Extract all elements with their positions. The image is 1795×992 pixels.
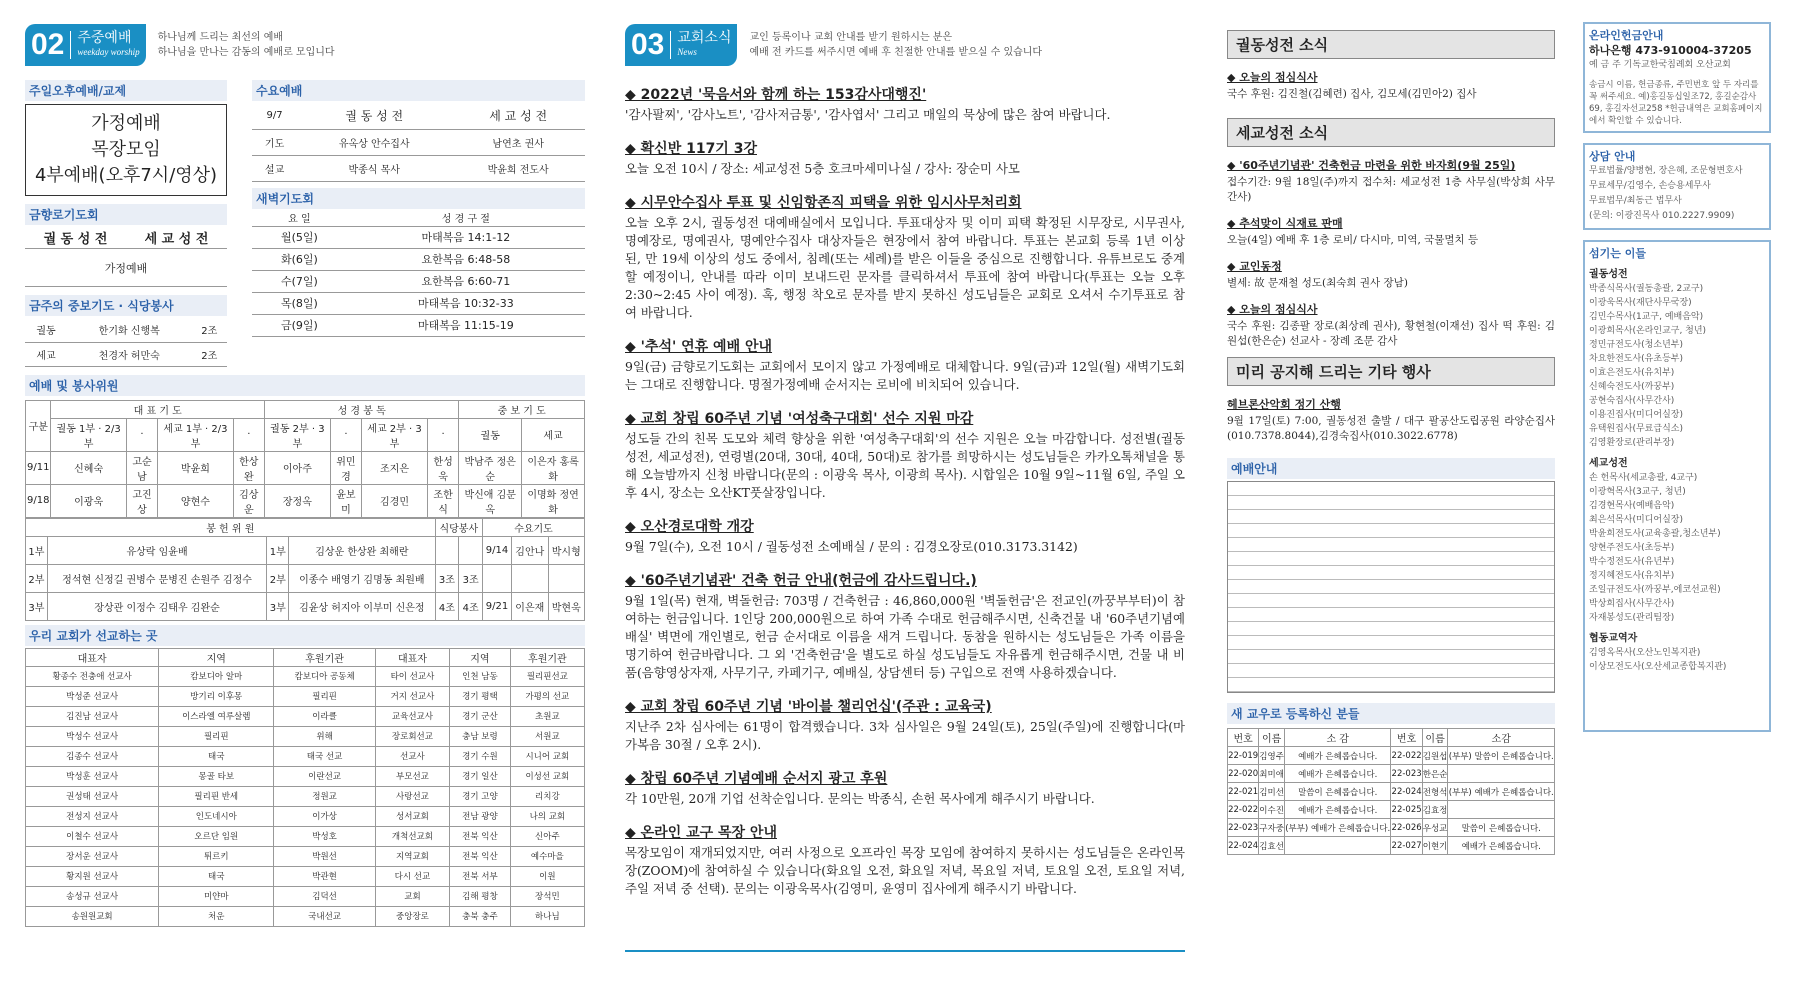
staff-entry: 김영옥목사(오산노인복지관) xyxy=(1589,648,1701,658)
box-2-items xyxy=(1227,157,1555,349)
page-header xyxy=(25,20,585,70)
table-row: 박성수 선교사 필리핀 위해 장로회선교 충남 보령 서원교 xyxy=(26,726,585,746)
news-item: ◆ '추석' 연휴 예배 안내 9일(금) 금향로기도회는 교회에서 모이지 않고 가정예배로 대체합니다. 9일(금)과 12일(월) 새벽기도회는 그대로 진행합니다. 명절가정예배 순서지는 로비에 비치되어 있습니다. xyxy=(625,339,1185,392)
staff-box: 섬기는 이들 궐동성전 박종식목사(궐동총괄, 2교구) 이광욱목사(재단사무국장) 김민수목사(1교구, 예배음악) 이광희목사(온라인교구, 청년) 정민규전도사(청소년부) 차요한전도사(유초등부) 이효은전도사(유치부) 신혜숙전도사(까꿍부) 공현숙집사(사무간사) 이용진집사(미디어실장) 유택원집사(무료급식소) 김영환장로(관리부장) 세교성전 손 헌목사(세교총괄, 4교구) 이광혁목사(3교구, 청년) 김경현목사(예배음악) 최은석목사(미디어실장) 박윤희전도사(교육총괄,청소년부) 양현주전도사(초등부) 박수정전도사(유년부) 정지혜전도사(유치부) 조일규전도사(까꿍부,에코선교원) 박상희집사(사무간사) 자재봉성도(관리팀장) 협동교역자 김영옥목사(오산노인복지관) 이상모전도사(오산세교종합복지관) xyxy=(1583,240,1771,732)
staff-entry: 공현숙집사(사무간사) xyxy=(1589,396,1675,406)
worship-guide-table xyxy=(1227,481,1555,693)
staff-entry: 김경현목사(예배음악) xyxy=(1589,501,1675,511)
page-02 xyxy=(25,0,585,992)
news-item: ◆ 확신반 117기 3강 오늘 오전 10시 / 장소: 세교성전 5층 호크마세미나실 / 강사: 장순미 사모 xyxy=(625,141,1020,176)
news-item: ◆ 온라인 교구 목장 안내 목장모임이 재개되었지만, 여러 사정으로 오프라인 목장 모임에 참여하지 못하시는 성도님들은 온라인목장(ZOOM)에 참여하실 수 있습니다(화요일 오전, 화요일 저녁, 목요일 저녁, 토요일 오전, 토요일 저녁, 주일 저녁 중 선택). 문의는 이광욱목사(김영미, 윤영미 집사에게 해주시기 바랍니다. xyxy=(625,825,1185,896)
table-row: 박성준 선교사 방기리 이후몽 필리핀 거지 선교사 경기 평택 가평의 선교 xyxy=(26,686,585,706)
dawn-prayer-table: 요 일 성 경 구 절 월(5일) 마태복음 14:1-12 화(6일) 요한복음 6:48-58 수(7일) 요한복음 6:60-71 목(8일) 마태복음 10:32-33 금(9일) 마태복음 11:15-19 xyxy=(252,209,585,337)
table-row: 22-022 이수진 예배가 은혜롭습니다. 22-025 김효정 xyxy=(1228,801,1555,819)
section-title: 새벽기도회 xyxy=(252,188,585,209)
news-item: ◆ 교회 창립 60주년 기념 '바이블 챌리언십'(주관 : 교육국) 지난주 2차 심사에는 61명이 합격했습니다. 3차 심사일은 9월 24일(토), 25일(주일)에 진행합니다(마가복음 30절 / 오후 2시). xyxy=(625,699,1185,752)
page-header xyxy=(625,20,1185,70)
subtitle-2: 하나님을 만나는 감동의 예배로 모입니다 xyxy=(157,47,335,58)
staff-entry: 이상모전도사(오산세교종합복지관) xyxy=(1589,662,1727,672)
staff-entry: 이광혁목사(3교구, 청년) xyxy=(1589,487,1686,497)
table-row: 박성훈 선교사 몽골 타보 이란선교 부모선교 경기 일산 이성선 교회 xyxy=(26,766,585,786)
box-heading: 궐동성전 소식 xyxy=(1227,30,1555,59)
page-number-badge: 02 주중예배 weekday worship xyxy=(25,24,146,66)
divider xyxy=(625,950,1185,952)
staff-entry: 이광욱목사(재단사무국장) xyxy=(1589,298,1692,308)
staff-entry: 손 헌목사(세교총괄, 4교구) xyxy=(1589,473,1698,483)
table-row: 김진남 선교사 이스라엘 여루살렘 이라클 교육선교사 경기 군산 초원교 xyxy=(26,706,585,726)
news-item: ◆ 시무안수집사 투표 및 신임항존직 피택을 위한 임시사무처리회 오늘 오후 2시, 궐동성전 대예배실에서 모입니다. 투표대상자 및 이미 피택 확정된 시무장로, 시무권사, 명예장로, 명예권사, 명예안수집사 대상자들은 현장에서 참여 바랍니다. 투표는 본교회 등록 1년 이상 된, 만 19세 이상의 성도 중에서, 침례(또는 세례)를 받은 이들을 중심으로 진행합니다. 유튜브로도 중계할 예정이니, 안내를 따라 이미 보내드린 문자를 클릭하셔서 투표에 참여 바랍니다(투표는 오늘 오후 2:30~2:45 사이 예정). 혹, 행정 착오로 문자를 받지 못하신 성도님들은 교회로 오셔서 수기투표로 참여 바랍니다. xyxy=(625,195,1185,320)
box-1-items xyxy=(1227,69,1555,102)
staff-entry: 정지혜전도사(유치부) xyxy=(1589,571,1675,581)
section-title: 예배안내 xyxy=(1227,458,1555,479)
section-title: 금주의 중보기도 · 식당봉사 xyxy=(25,295,227,316)
subtitle-1: 교인 등록이나 교회 안내를 받기 원하시는 분은 xyxy=(749,32,953,43)
info-sidebar xyxy=(1583,0,1771,992)
table-row: 황지원 선교사 태국 박관현 다시 선교 전북 서부 이원 xyxy=(26,866,585,886)
news-item: ◆ 오산경로대학 개강 9월 7일(수), 오전 10시 / 궐동성전 소예배실 / 문의 : 김경오장로(010.3173.3142) xyxy=(625,519,1078,554)
table-row: 22-019 김영주 예배가 은혜롭습니다. 22-022 김원섭 (부부) 말씀이 은혜롭습니다. xyxy=(1228,747,1555,765)
subtitle-2: 예배 전 카드를 써주시면 예배 후 친절한 안내를 받으실 수 있습니다 xyxy=(749,47,1043,58)
box-heading: 세교성전 소식 xyxy=(1227,118,1555,147)
staff-group-title: 궐동성전 xyxy=(1589,269,1628,280)
staff-entry: 김영환장로(관리부장) xyxy=(1589,438,1675,448)
staff-group-title: 협동교역자 xyxy=(1589,633,1638,644)
staff-entry: 유택원집사(무료급식소) xyxy=(1589,424,1683,434)
staff-entry: 이용진집사(미디어실장) xyxy=(1589,410,1683,420)
table-row: 전성지 선교사 인도네시아 이가상 성서교회 전남 광양 나의 교회 xyxy=(26,806,585,826)
staff-entry: 이효은전도사(유치부) xyxy=(1589,368,1675,378)
section-title: 금향로기도회 xyxy=(25,204,227,225)
section-title: 예배 및 봉사위원 xyxy=(25,375,585,396)
news-item: ◆ 오늘의 점심식사 국수 후원: 김진철(김혜련) 집사, 김모세(김민아2) 집사 xyxy=(1227,71,1477,100)
table-row: 22-024 김효선 22-027 이현기 예배가 은혜롭습니다. xyxy=(1228,837,1555,855)
staff-entry: 박상희집사(사무간사) xyxy=(1589,599,1675,609)
staff-entry: 조일규전도사(까꿍부,에코선교원) xyxy=(1589,585,1721,595)
section-title: 새 교우로 등록하신 분들 xyxy=(1227,703,1555,724)
staff-entry: 박수정전도사(유년부) xyxy=(1589,557,1675,567)
news-item: ◆ 교인동정 별세: 故 문재철 성도(최숙희 권사 장남) xyxy=(1227,260,1408,289)
box-heading: 미리 공지해 드리는 기타 행사 xyxy=(1227,357,1555,386)
new-members-table: 번호 이름 소 감 번호 이름 소감 22-019 김영주 예배가 은혜롭습니다. 22-022 김원섭 (부부) 말씀이 은혜롭습니다. 22-020 최미애 예배가 은혜롭습니다. 22-023 한은순 22-021 김미선 말씀이 은혜롭습니다. 22-024 전형석 (부부) 예배가 은혜롭습니다. 22-022 이수진 예배가 은혜롭습니다. 22-025 김효정 22-023 구자중 (부부) 예배가 은혜롭습니다. 22-026 우성교 말씀이 은혜롭습니다. 22-024 김효선 22-027 이현기 예배가 은혜롭습니다. xyxy=(1227,728,1555,855)
wednesday-table: 9/7 궐 동 성 전 세 교 성 전 기도 유옥상 안수집사 남연초 권사 설교 박종식 목사 박윤희 전도사 xyxy=(252,103,585,182)
service-table: 구분 대 표 기 도 성 경 봉 독 중 보 기 도 궐동 1부 · 2/3부 · 세교 1부 · 2/3부 · 궐동 2부 · 3부 · 세교 2부 · 3부 · 궐동 세교 9/11 신혜숙 고순남 박윤희 한상완 이아주 위민경 조지은 한성욱 박남주 정은순 이은자 홍록화 9/18 이광욱 고진상 양현수 김상운 장정옥 윤보미 김경민 조한식 박신애 김문옥 이명화 정연화 xyxy=(25,400,585,518)
table-row: 22-020 최미애 예배가 은혜롭습니다. 22-023 한은순 xyxy=(1228,765,1555,783)
offering-table: 봉 헌 위 원 식당봉사 수요기도 1부 유상락 임윤배 1부 김상운 한상완 최해란 9/14 김안나 박시형 2부 정석현 신정길 권병수 문병진 손원주 김정수 2부 이종수 배영기 김명동 최원배 3조 3조 3부 장상관 이정수 김태우 김완순 3부 김윤상 허지아 이부미 신은정 4조 4조 9/21 이은재 박현욱 xyxy=(25,518,585,621)
staff-entry: 박종식목사(궐동총괄, 2교구) xyxy=(1589,284,1704,294)
table-row: 황종수 전충애 선교사 캄보디아 알마 캄보디아 공동체 타이 선교사 인천 남동 필리핀선교 xyxy=(26,666,585,686)
friday-table: 궐 동 성 전 세 교 성 전 가정예배 xyxy=(25,227,227,287)
table-row: 송원원교회 처운 국내선교 중앙장로 충북 충주 하나님 xyxy=(26,906,585,926)
news-item: 헤브론산악회 정기 산행 9월 17일(토) 7:00, 궐동성전 출발 / 대구 팔공산도립공원 라양순집사(010.7378.8044),김경숙집사(010.3022.6778) xyxy=(1227,398,1555,442)
news-item: ◆ 2022년 '묵음서와 함께 하는 153감사대행진' '감사팔찌', '감사노트', '감사저금통', '감사엽서' 그리고 매일의 묵상에 많은 참여 바랍니다. xyxy=(625,87,1111,122)
page-03 xyxy=(625,0,1185,992)
section-title: 수요예배 xyxy=(252,80,585,101)
staff-entry: 자재봉성도(관리팀장) xyxy=(1589,613,1675,623)
section-title: 우리 교회가 선교하는 곳 xyxy=(25,625,585,646)
mission-table: 대표자 지역 후원기관 대표자 지역 후원기관 황종수 전충애 선교사 캄보디아 알마 캄보디아 공동체 타이 선교사 인천 남동 필리핀선교 박성준 선교사 방기리 이후몽 필리핀 거지 선교사 경기 평택 가평의 선교 김진남 선교사 이스라엘 여루살렘 이라클 교육선교사 경기 군산 초원교 박성수 선교사 필리핀 위해 장로회선교 충남 보령 서원교 김종수 선교사 태국 태국 선교 선교사 경기 수원 시니어 교회 박성훈 선교사 몽골 타보 이란선교 부모선교 경기 일산 이성선 교회 권성태 선교사 필리핀 반세 정원교 사랑선교 경기 고양 리치강 전성지 선교사 인도네시아 이가상 성서교회 전남 광양 나의 교회 이철수 선교사 오르단 임원 박성호 개척선교회 전북 익산 신아주 장서운 선교사 튀르키 박원선 지역교회 전북 익산 예수마을 황지원 선교사 태국 박관현 다시 선교 전북 서부 이원 송성규 선교사 미얀마 김덕선 교회 김해 평창 장석민 송원원교회 처운 국내선교 중앙장로 충북 충주 하나님 xyxy=(25,648,585,927)
news-item: ◆ '60주년기념관' 건축 헌금 안내(헌금에 감사드립니다.) 9월 1일(목) 현재, 벽돌헌금: 703명 / 건축헌금 : 46,860,000원 '벽돌헌금'은 전교인(까꿍부부터)이 참여하는 헌금입니다. 1인당 200,000원으로 하여 가족 수대로 헌금해주시면, 신축건물 내 '60주년기념예배실' 벽면에 개인별로, 헌금 순서대로 이름을 새겨 드립니다. 동참을 원하시는 성도님들은 가족 이름을 명기하여 헌금바랍니다. 그 외 '건축헌금'을 별도로 하실 성도님들도 자유롭게 헌금해주시면, 건물 내 비품(음향영상자재, 사무기구, 카페기구, 예배실, 상담센터 등) 구입으로 전액 사용하겠습니다. xyxy=(625,573,1185,680)
staff-entry: 양현주전도사(초등부) xyxy=(1589,543,1675,553)
news-item: ◆ 창립 60주년 기념예배 순서지 광고 후원 각 10만원, 20개 기업 선착순입니다. 문의는 박종식, 손헌 목사에게 해주시기 바랍니다. xyxy=(625,771,1095,806)
staff-entry: 최은석목사(미디어실장) xyxy=(1589,515,1683,525)
table-row: 장서운 선교사 튀르키 박원선 지역교회 전북 익산 예수마을 xyxy=(26,846,585,866)
intercession-table: 궐동 한기화 신행복 2조 세교 천경자 허만숙 2조 xyxy=(25,318,227,367)
subtitle-1: 하나님께 드리는 최선의 예배 xyxy=(157,32,284,43)
news-item: ◆ '60주년기념관' 건축헌금 마련을 위한 바자회(9월 25일) 접수기간: 9월 18일(주)까지 접수처: 세교성전 1층 사무실(박상희 사무간사) xyxy=(1227,159,1555,203)
staff-group-title: 세교성전 xyxy=(1589,458,1628,469)
sunday-service-box: 가정예배 목장모임 4부예배(오후7시/영상) xyxy=(25,104,227,196)
news-list xyxy=(625,84,1185,898)
staff-entry: 이광희목사(온라인교구, 청년) xyxy=(1589,326,1707,336)
news-item: ◆ 오늘의 점심식사 국수 후원: 김종팔 장로(최상례 권사), 황현철(이재선) 집사 떡 후원: 김원섭(한은순) 선교사 - 장례 조문 감사 xyxy=(1227,303,1555,347)
staff-entry: 차요한전도사(유초등부) xyxy=(1589,354,1683,364)
table-row: 22-023 구자중 (부부) 예배가 은혜롭습니다. 22-026 우성교 말씀이 은혜롭습니다. xyxy=(1228,819,1555,837)
table-row: 이철수 선교사 오르단 임원 박성호 개척선교회 전북 익산 신아주 xyxy=(26,826,585,846)
section-title: 주일오후예배/교제 xyxy=(25,80,227,101)
staff-entry: 정민규전도사(청소년부) xyxy=(1589,340,1683,350)
page-number-badge: 03 교회소식 News xyxy=(625,24,737,66)
counsel-box: 상담 안내 무료법률/양병현, 장은혜, 조문형변호사 무료세무/김영수, 손승용세무사 무료법무/최동근 법무사 (문의: 이광진목사 010.2227.9909) xyxy=(1583,143,1771,230)
news-column xyxy=(1227,0,1555,992)
table-row: 송성규 선교사 미얀마 김덕선 교회 김해 평창 장석민 xyxy=(26,886,585,906)
staff-entry: 박윤희전도사(교육총괄,청소년부) xyxy=(1589,529,1721,539)
table-row: 22-021 김미선 말씀이 은혜롭습니다. 22-024 전형석 (부부) 예배가 은혜롭습니다. xyxy=(1228,783,1555,801)
table-row: 김종수 선교사 태국 태국 선교 선교사 경기 수원 시니어 교회 xyxy=(26,746,585,766)
news-item: ◆ 추석맞이 식재료 판매 오늘(4일) 예배 후 1층 로비/ 다시마, 미역, 국물멸치 등 xyxy=(1227,217,1479,246)
staff-entry: 김민수목사(1교구, 예배음악) xyxy=(1589,312,1704,322)
box-3-items xyxy=(1227,396,1555,444)
news-item: ◆ 교회 창립 60주년 기념 '여성축구대회' 선수 지원 마감 성도들 간의 친목 도모와 체력 향상을 위한 '여성축구대회'의 선수 지원은 오늘 마감합니다. 성전별(궐동성전, 세교성전), 연령별(20대, 30대, 40대, 50대)로 참가를 희망하시는 성도님들은 카카오톡채널을 통해 오늘밤까지 신청 바랍니다(문의 : 이광욱 목사, 이광희 목사). 시합일은 10월 9일~11월 6일, 주일 오후 4시, 장소는 오산KT풋살장입니다. xyxy=(625,411,1185,500)
staff-entry: 신혜숙전도사(까꿍부) xyxy=(1589,382,1675,392)
table-row: 권성태 선교사 필리핀 반세 정원교 사랑선교 경기 고양 리치강 xyxy=(26,786,585,806)
online-offering-box: 온라인헌금안내 하나은행 473-910004-37205 예 금 주 기독교한국침례회 오산교회 송금시 이름, 헌금종류, 주민번호 앞 두 자리를 꼭 써주세요. 예)홍길동십일조72, 홍길순감사69, 홍길자선교258 *헌금내역은 교회홈페이지에서 확인할 수 있습니다. xyxy=(1583,22,1771,133)
